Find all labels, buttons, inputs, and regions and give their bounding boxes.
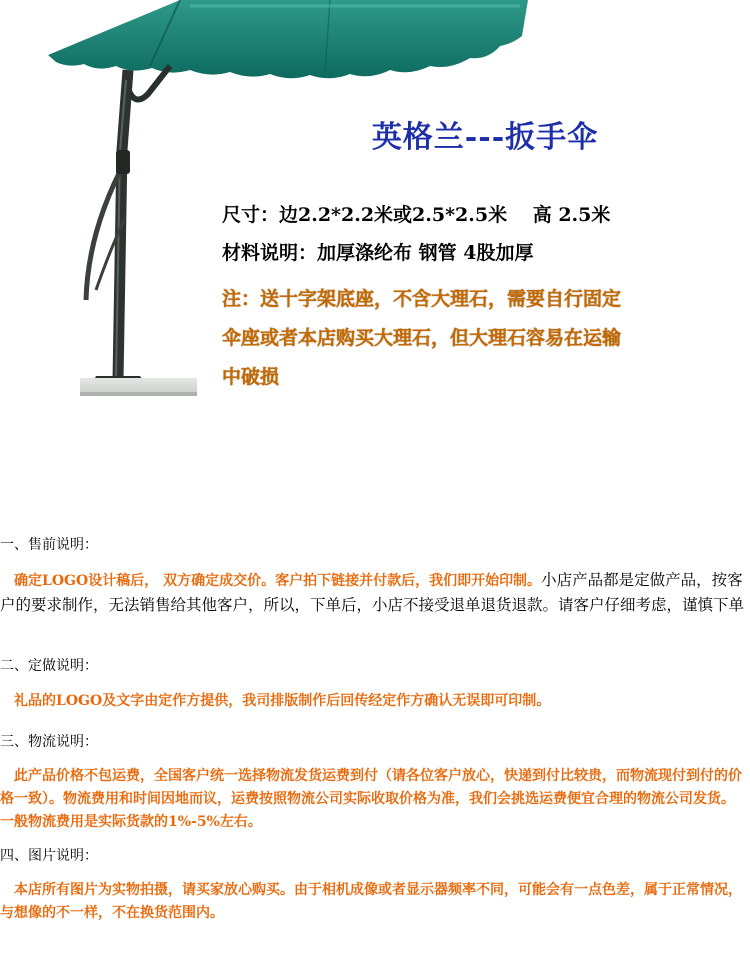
images-highlight: 本店所有图片为实物拍摄，请买家放心购买。由于相机成像或者显示器频率不同，可能会有一点色差，属于正常情况，与想像的不一样，不在换货范围内。 [0,882,742,921]
canopy-shape [48,0,528,78]
crank-box [116,150,130,174]
logistics-highlight: 此产品价格不包运费，全国客户统一选择物流发货运费到付（请各位客户放心，快递到付比较贵，而物流现付到付的价格一致）。物流费用和时间因地而议，运费按照物流公司实际收取价格为准，我们会挑选运费便宜合理的物流公司发货。一般物流费用是实际货款的1%-5%左右。 [0,768,742,830]
marble-stone-shade [80,392,197,396]
section-heading-presale: 一、售前说明： [0,537,98,553]
images-paragraph [0,879,746,925]
note-line: 注：送十字架底座，不含大理石，需要自行固定 [222,288,622,310]
custom-highlight: 礼品的LOGO及文字由定作方提供，我司排版制作后回传经定作方确认无误即可印制。 [0,693,551,709]
section-heading-logistics: 三、物流说明： [0,734,98,750]
note-line: 伞座或者本店购买大理石，但大理石容易在运输 [222,327,622,349]
material-spec: 材料说明：加厚涤纶布 钢管 4股加厚 [222,242,534,264]
product-banner [0,0,750,420]
note-line: 中破损 [222,366,280,388]
product-title: 英格兰---扳手伞 [371,120,599,155]
size-spec: 尺寸：边2.2*2.2米或2.5*2.5米 高 2.5米 [222,204,611,226]
section-heading-custom: 二、定做说明： [0,658,98,674]
presale-paragraph [0,568,746,617]
presale-body: 小店产品都是定做产品，按客户的要求制作，无法销售给其他客户，所以，下单后，小店不接受退单退货退款。请客户仔细考虑，谨慎下单 [0,571,745,614]
section-heading-images: 四、图片说明： [0,848,98,864]
logistics-paragraph [0,765,746,834]
custom-paragraph [0,690,746,713]
presale-highlight: 确定LOGO设计稿后， 双方确定成交价。客户拍下链接并付款后，我们即开始印制。 [0,573,542,589]
